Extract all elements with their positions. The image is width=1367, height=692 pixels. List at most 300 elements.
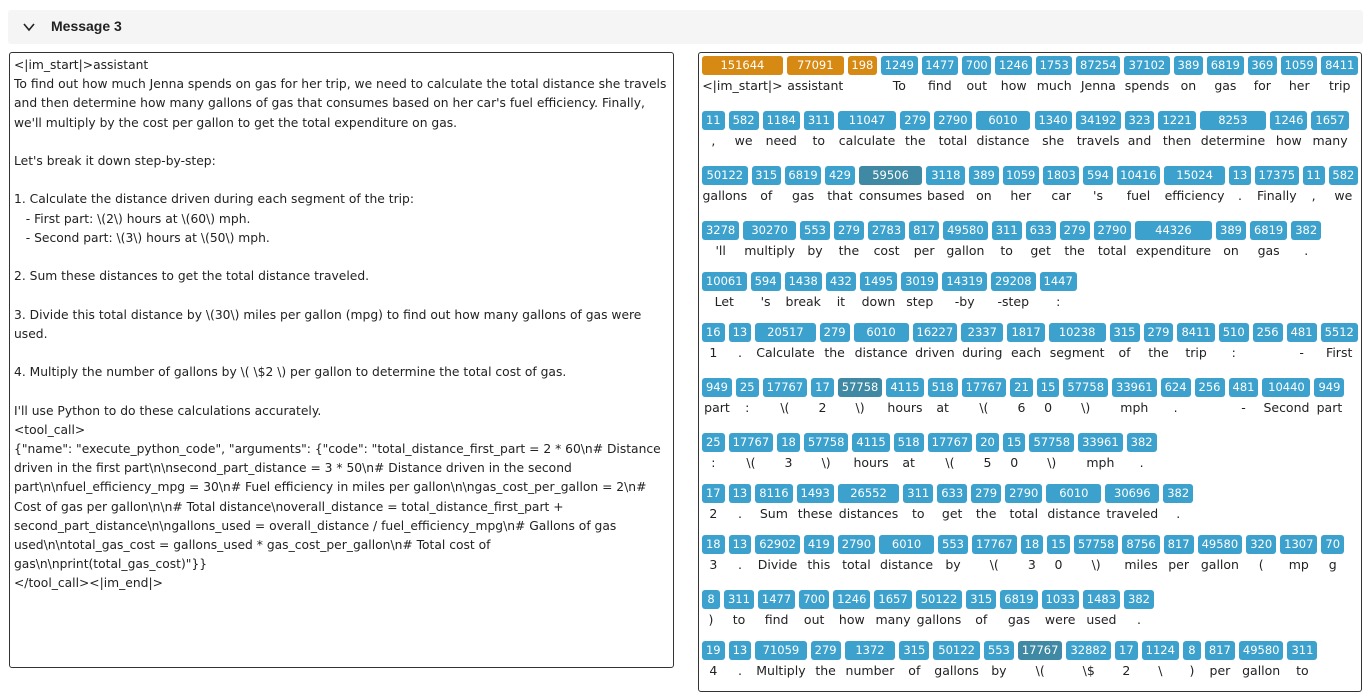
token[interactable] bbox=[1196, 535, 1245, 571]
token[interactable] bbox=[1123, 111, 1157, 147]
token-text: of bbox=[1118, 345, 1131, 360]
token[interactable] bbox=[899, 272, 940, 308]
token[interactable] bbox=[879, 56, 920, 92]
token[interactable] bbox=[727, 484, 754, 520]
token[interactable] bbox=[1108, 323, 1142, 359]
token[interactable] bbox=[974, 433, 1001, 469]
token-text: . bbox=[1139, 455, 1144, 470]
token[interactable] bbox=[783, 166, 823, 202]
token-id-badge: 582 bbox=[1329, 166, 1358, 185]
token-id-badge: 17767 bbox=[763, 378, 808, 397]
token-text: : bbox=[745, 400, 750, 415]
message-text-panel[interactable] bbox=[9, 52, 674, 668]
token[interactable] bbox=[1309, 111, 1350, 147]
token[interactable] bbox=[753, 641, 808, 677]
token-id-badge: 1033 bbox=[1042, 590, 1079, 609]
token[interactable] bbox=[700, 535, 727, 571]
token-text: how bbox=[838, 612, 865, 627]
token-id-badge: 382 bbox=[1127, 433, 1157, 452]
token-text: \) bbox=[1081, 400, 1091, 415]
token-id-badge: 15 bbox=[1037, 378, 1060, 397]
token[interactable] bbox=[1035, 378, 1062, 414]
token-id-badge: 279 bbox=[834, 221, 864, 240]
token-id-badge: 633 bbox=[1026, 221, 1056, 240]
token[interactable] bbox=[1203, 641, 1237, 677]
token[interactable] bbox=[941, 221, 990, 257]
token-id-badge: 1803 bbox=[1043, 166, 1079, 185]
token-id-badge: 17 bbox=[702, 484, 725, 503]
token[interactable] bbox=[727, 641, 754, 677]
token[interactable] bbox=[989, 272, 1038, 308]
token[interactable] bbox=[1103, 484, 1161, 520]
token-text: get bbox=[1030, 243, 1051, 258]
token[interactable] bbox=[756, 590, 797, 626]
token-text: Divide bbox=[757, 557, 798, 572]
token-text: travels bbox=[1076, 133, 1120, 148]
token[interactable] bbox=[1120, 535, 1161, 571]
token[interactable] bbox=[1122, 590, 1156, 626]
token[interactable] bbox=[836, 535, 877, 571]
token-id-badge: 389 bbox=[969, 166, 998, 185]
token[interactable] bbox=[836, 484, 901, 520]
token[interactable] bbox=[1268, 111, 1309, 147]
token-text: First bbox=[1326, 345, 1353, 360]
token-id-badge: 2337 bbox=[961, 323, 1003, 342]
token[interactable] bbox=[1301, 166, 1327, 202]
token[interactable] bbox=[920, 56, 961, 92]
token-panel[interactable] bbox=[698, 52, 1362, 692]
token-id-badge: 2783 bbox=[868, 221, 905, 240]
token[interactable] bbox=[1076, 433, 1125, 469]
token[interactable] bbox=[1285, 641, 1319, 677]
token[interactable] bbox=[967, 166, 1000, 202]
token[interactable] bbox=[700, 111, 727, 147]
token[interactable] bbox=[836, 111, 899, 147]
token-text: these bbox=[797, 506, 833, 521]
token[interactable] bbox=[1001, 433, 1028, 469]
token-text: she bbox=[1042, 133, 1065, 148]
token-id-badge: 151644 bbox=[702, 56, 783, 75]
token-text: spends bbox=[1124, 78, 1170, 93]
token[interactable] bbox=[1027, 433, 1076, 469]
token[interactable] bbox=[1278, 535, 1319, 571]
token[interactable] bbox=[914, 590, 965, 626]
token-id-badge: 817 bbox=[1205, 641, 1235, 660]
token[interactable] bbox=[1074, 56, 1122, 92]
token-text: at bbox=[902, 455, 915, 470]
token[interactable] bbox=[911, 323, 960, 359]
token[interactable] bbox=[753, 484, 794, 520]
token[interactable] bbox=[753, 535, 802, 571]
token-id-badge: 87254 bbox=[1076, 56, 1120, 75]
token[interactable] bbox=[741, 221, 798, 257]
token[interactable] bbox=[1162, 535, 1196, 571]
token[interactable] bbox=[959, 323, 1005, 359]
token[interactable] bbox=[1142, 323, 1176, 359]
token-text: . bbox=[737, 506, 742, 521]
token[interactable] bbox=[936, 535, 970, 571]
token[interactable] bbox=[750, 166, 783, 202]
token[interactable] bbox=[1044, 484, 1103, 520]
token[interactable] bbox=[940, 272, 989, 308]
token-id-badge: 1184 bbox=[763, 111, 800, 130]
token-id-badge: 389 bbox=[1174, 56, 1203, 75]
token[interactable] bbox=[1081, 166, 1114, 202]
token[interactable] bbox=[1285, 323, 1319, 359]
token[interactable] bbox=[1001, 166, 1041, 202]
token[interactable] bbox=[1289, 221, 1323, 257]
token-id-badge: 624 bbox=[1161, 378, 1191, 397]
token-text: . bbox=[1237, 188, 1242, 203]
token-id-badge: 18 bbox=[777, 433, 800, 452]
token[interactable] bbox=[700, 590, 722, 626]
token-text: \( bbox=[989, 557, 999, 572]
token[interactable] bbox=[1253, 166, 1301, 202]
token[interactable] bbox=[727, 535, 754, 571]
token-text: ( bbox=[1258, 557, 1264, 572]
token[interactable] bbox=[802, 433, 851, 469]
token-id-badge: 57758 bbox=[1029, 433, 1074, 452]
token-id-badge: 8253 bbox=[1200, 111, 1266, 130]
token[interactable] bbox=[1092, 221, 1133, 257]
token-text: : bbox=[1056, 294, 1061, 309]
message-header[interactable] bbox=[8, 10, 1363, 44]
token-text: , bbox=[711, 133, 716, 148]
token-id-badge: 16 bbox=[702, 323, 725, 342]
token[interactable] bbox=[1140, 641, 1181, 677]
token[interactable] bbox=[1205, 56, 1246, 92]
token-text: get bbox=[941, 506, 963, 521]
token[interactable] bbox=[727, 111, 761, 147]
token-id-badge: 382 bbox=[1291, 221, 1321, 240]
token[interactable] bbox=[1237, 641, 1286, 677]
token[interactable] bbox=[797, 590, 831, 626]
token[interactable] bbox=[850, 433, 891, 469]
token-id-badge: 311 bbox=[1287, 641, 1317, 660]
token-id-badge: 17 bbox=[811, 378, 834, 397]
token[interactable] bbox=[809, 641, 843, 677]
token[interactable] bbox=[798, 221, 832, 257]
token[interactable] bbox=[1279, 56, 1320, 92]
token[interactable] bbox=[795, 484, 836, 520]
token[interactable] bbox=[843, 641, 898, 677]
token[interactable] bbox=[700, 641, 727, 677]
token[interactable] bbox=[857, 166, 925, 202]
token[interactable] bbox=[1041, 166, 1081, 202]
token-id-badge: 198 bbox=[848, 56, 877, 75]
token[interactable] bbox=[1251, 323, 1285, 359]
token-text: Finally bbox=[1256, 188, 1297, 203]
token-text: hours bbox=[853, 455, 889, 470]
token[interactable] bbox=[1005, 323, 1046, 359]
token-text: per bbox=[1168, 557, 1190, 572]
token-id-badge: 510 bbox=[1219, 323, 1249, 342]
token[interactable] bbox=[1175, 323, 1216, 359]
token-id-badge: 429 bbox=[825, 166, 854, 185]
token-text: distance bbox=[976, 133, 1030, 148]
token[interactable] bbox=[960, 56, 993, 92]
token-text: to bbox=[812, 133, 826, 148]
token-id-badge: 279 bbox=[900, 111, 930, 130]
token[interactable] bbox=[884, 378, 925, 414]
token[interactable] bbox=[727, 433, 776, 469]
token[interactable] bbox=[749, 272, 783, 308]
token-id-badge: 11 bbox=[1303, 166, 1325, 185]
token[interactable] bbox=[1156, 111, 1197, 147]
token[interactable] bbox=[831, 590, 872, 626]
token[interactable] bbox=[1061, 378, 1110, 414]
token-id-badge: 10416 bbox=[1117, 166, 1161, 185]
token-id-badge: 4115 bbox=[886, 378, 923, 397]
token[interactable] bbox=[1248, 221, 1289, 257]
token[interactable] bbox=[1181, 641, 1203, 677]
token-text: and bbox=[1127, 133, 1152, 148]
token[interactable] bbox=[898, 111, 932, 147]
token[interactable] bbox=[1133, 221, 1214, 257]
token[interactable] bbox=[970, 535, 1019, 571]
token[interactable] bbox=[1019, 535, 1046, 571]
token[interactable] bbox=[1172, 56, 1205, 92]
token-id-badge: 369 bbox=[1248, 56, 1277, 75]
token-id-badge: 57758 bbox=[1063, 378, 1108, 397]
token[interactable] bbox=[1033, 111, 1074, 147]
token[interactable] bbox=[1327, 166, 1360, 202]
token-text: To bbox=[892, 78, 906, 93]
token[interactable] bbox=[1319, 56, 1360, 92]
token[interactable] bbox=[1319, 535, 1346, 571]
token[interactable] bbox=[1115, 166, 1163, 202]
token[interactable] bbox=[818, 323, 852, 359]
token[interactable] bbox=[1227, 378, 1261, 414]
token-id-badge: 6010 bbox=[879, 535, 934, 554]
token-text: during bbox=[962, 345, 1003, 360]
token[interactable] bbox=[700, 433, 727, 469]
token-id-badge: 311 bbox=[903, 484, 933, 503]
token[interactable] bbox=[892, 433, 926, 469]
token-id-badge: 34192 bbox=[1076, 111, 1121, 130]
token-text: consumes bbox=[858, 188, 923, 203]
token[interactable] bbox=[1113, 641, 1140, 677]
token[interactable] bbox=[809, 378, 836, 414]
token-text: \( bbox=[979, 400, 989, 415]
token[interactable] bbox=[993, 56, 1034, 92]
token[interactable] bbox=[858, 272, 899, 308]
token-id-badge: 59506 bbox=[859, 166, 923, 185]
token-text: 0 bbox=[1010, 455, 1019, 470]
token[interactable] bbox=[1319, 323, 1360, 359]
token[interactable] bbox=[907, 221, 941, 257]
token[interactable] bbox=[1122, 56, 1172, 92]
token[interactable] bbox=[1034, 56, 1075, 92]
token-text: traveled bbox=[1106, 506, 1159, 521]
token-text: 1 bbox=[709, 345, 718, 360]
token-text: by bbox=[991, 663, 1007, 678]
token[interactable] bbox=[700, 323, 727, 359]
token-id-badge: 62902 bbox=[755, 535, 800, 554]
token-id-badge: 594 bbox=[751, 272, 781, 291]
token-text: <|im_start|> bbox=[702, 78, 783, 93]
token-text: hours bbox=[887, 400, 923, 415]
token-id-badge: 50122 bbox=[933, 641, 980, 660]
token[interactable] bbox=[1125, 433, 1159, 469]
token[interactable] bbox=[982, 641, 1016, 677]
token[interactable] bbox=[700, 166, 750, 202]
token-text: gas bbox=[1257, 243, 1280, 258]
token[interactable] bbox=[872, 590, 913, 626]
token-text: find bbox=[764, 612, 789, 627]
token[interactable] bbox=[1244, 535, 1278, 571]
token[interactable] bbox=[1217, 323, 1251, 359]
token-text: Jenna bbox=[1080, 78, 1116, 93]
token[interactable] bbox=[931, 641, 982, 677]
token[interactable] bbox=[734, 378, 761, 414]
token-id-badge: 518 bbox=[894, 433, 924, 452]
token-text: to bbox=[911, 506, 925, 521]
token[interactable] bbox=[802, 111, 836, 147]
token[interactable] bbox=[960, 378, 1009, 414]
token[interactable] bbox=[1045, 535, 1072, 571]
token[interactable] bbox=[1003, 484, 1044, 520]
token-id-badge: 25 bbox=[702, 433, 725, 452]
token[interactable] bbox=[924, 166, 967, 202]
token[interactable] bbox=[753, 323, 817, 359]
token[interactable] bbox=[761, 378, 810, 414]
token-id-badge: 13 bbox=[729, 484, 752, 503]
token[interactable] bbox=[1214, 221, 1248, 257]
token-id-badge: 949 bbox=[1314, 378, 1344, 397]
token-text: gas bbox=[1007, 612, 1030, 627]
token[interactable] bbox=[1064, 641, 1113, 677]
token[interactable] bbox=[969, 484, 1003, 520]
token[interactable] bbox=[901, 484, 935, 520]
token-text: - bbox=[1299, 345, 1304, 360]
token[interactable] bbox=[990, 221, 1024, 257]
token-id-badge: 6010 bbox=[976, 111, 1031, 130]
token-text: of bbox=[908, 663, 921, 678]
token[interactable] bbox=[1161, 484, 1195, 520]
token[interactable] bbox=[1198, 111, 1268, 147]
token-text: . bbox=[1137, 612, 1142, 627]
token[interactable] bbox=[1047, 323, 1108, 359]
token[interactable] bbox=[1058, 221, 1092, 257]
token-id-badge: 19 bbox=[702, 641, 725, 660]
token-id-badge: 1493 bbox=[797, 484, 834, 503]
token-id-badge: 29208 bbox=[991, 272, 1036, 291]
token[interactable] bbox=[1016, 641, 1065, 677]
token-id-badge: 279 bbox=[1144, 323, 1174, 342]
token[interactable] bbox=[1246, 56, 1279, 92]
token[interactable] bbox=[935, 484, 969, 520]
token[interactable] bbox=[926, 378, 960, 414]
token[interactable] bbox=[866, 221, 907, 257]
chevron-down-icon[interactable] bbox=[22, 20, 36, 34]
token-id-badge: 1657 bbox=[1311, 111, 1348, 130]
token[interactable] bbox=[824, 272, 858, 308]
token[interactable] bbox=[964, 590, 998, 626]
token-text: distance bbox=[880, 557, 934, 572]
token[interactable] bbox=[932, 111, 973, 147]
token-id-badge: 17767 bbox=[928, 433, 973, 452]
token[interactable] bbox=[823, 166, 856, 202]
token-text: find bbox=[927, 78, 952, 93]
token[interactable] bbox=[897, 641, 931, 677]
token[interactable] bbox=[1227, 166, 1253, 202]
token[interactable] bbox=[785, 56, 846, 92]
token[interactable] bbox=[1038, 272, 1079, 308]
token[interactable] bbox=[1024, 221, 1058, 257]
token[interactable] bbox=[852, 323, 911, 359]
token[interactable] bbox=[1162, 166, 1227, 202]
token-text: based bbox=[926, 188, 965, 203]
token[interactable] bbox=[700, 378, 734, 414]
token[interactable] bbox=[877, 535, 936, 571]
message-title: Message 3 bbox=[51, 18, 122, 34]
token-id-badge: 3019 bbox=[901, 272, 938, 291]
token-id-badge: 8116 bbox=[755, 484, 792, 503]
token-id-badge: 553 bbox=[800, 221, 830, 240]
token[interactable] bbox=[700, 221, 741, 257]
token-id-badge: 6010 bbox=[854, 323, 909, 342]
token[interactable] bbox=[802, 535, 836, 571]
token-id-badge: 1477 bbox=[922, 56, 959, 75]
token-id-badge: 1307 bbox=[1280, 535, 1317, 554]
token-id-badge: 481 bbox=[1229, 378, 1259, 397]
token[interactable] bbox=[974, 111, 1033, 147]
token-text: the bbox=[975, 506, 997, 521]
token[interactable] bbox=[1110, 378, 1159, 414]
token-id-badge: 817 bbox=[909, 221, 939, 240]
token[interactable] bbox=[1159, 378, 1193, 414]
token[interactable] bbox=[1193, 378, 1227, 414]
token-id-badge: 553 bbox=[984, 641, 1014, 660]
token[interactable] bbox=[1074, 111, 1123, 147]
token[interactable] bbox=[727, 323, 754, 359]
token[interactable] bbox=[1081, 590, 1122, 626]
token-id-badge: 21 bbox=[1010, 378, 1033, 397]
token-text: ) bbox=[1189, 663, 1195, 678]
token[interactable] bbox=[1008, 378, 1035, 414]
token-id-badge: 33961 bbox=[1078, 433, 1123, 452]
token[interactable] bbox=[700, 484, 727, 520]
token[interactable] bbox=[783, 272, 824, 308]
token-text: \) bbox=[855, 400, 865, 415]
token-text: \ bbox=[1158, 663, 1163, 678]
token[interactable] bbox=[700, 272, 749, 308]
token-id-badge: 389 bbox=[1216, 221, 1246, 240]
token-text: need bbox=[765, 133, 797, 148]
token-text: mp bbox=[1288, 557, 1309, 572]
token-id-badge: 71059 bbox=[755, 641, 806, 660]
token-text: then bbox=[1162, 133, 1192, 148]
token[interactable] bbox=[700, 56, 785, 92]
token[interactable] bbox=[836, 378, 885, 414]
token[interactable] bbox=[1312, 378, 1346, 414]
token[interactable] bbox=[832, 221, 866, 257]
token[interactable] bbox=[998, 590, 1039, 626]
token[interactable] bbox=[761, 111, 802, 147]
token[interactable] bbox=[846, 56, 879, 92]
token-id-badge: 1753 bbox=[1036, 56, 1073, 75]
token[interactable] bbox=[1072, 535, 1121, 571]
token[interactable] bbox=[1040, 590, 1081, 626]
token[interactable] bbox=[775, 433, 802, 469]
token-text: 3 bbox=[1027, 557, 1036, 572]
token[interactable] bbox=[1260, 378, 1312, 414]
token-text: segment bbox=[1049, 345, 1105, 360]
token[interactable] bbox=[926, 433, 975, 469]
token-text: per bbox=[913, 243, 935, 258]
token[interactable] bbox=[722, 590, 756, 626]
